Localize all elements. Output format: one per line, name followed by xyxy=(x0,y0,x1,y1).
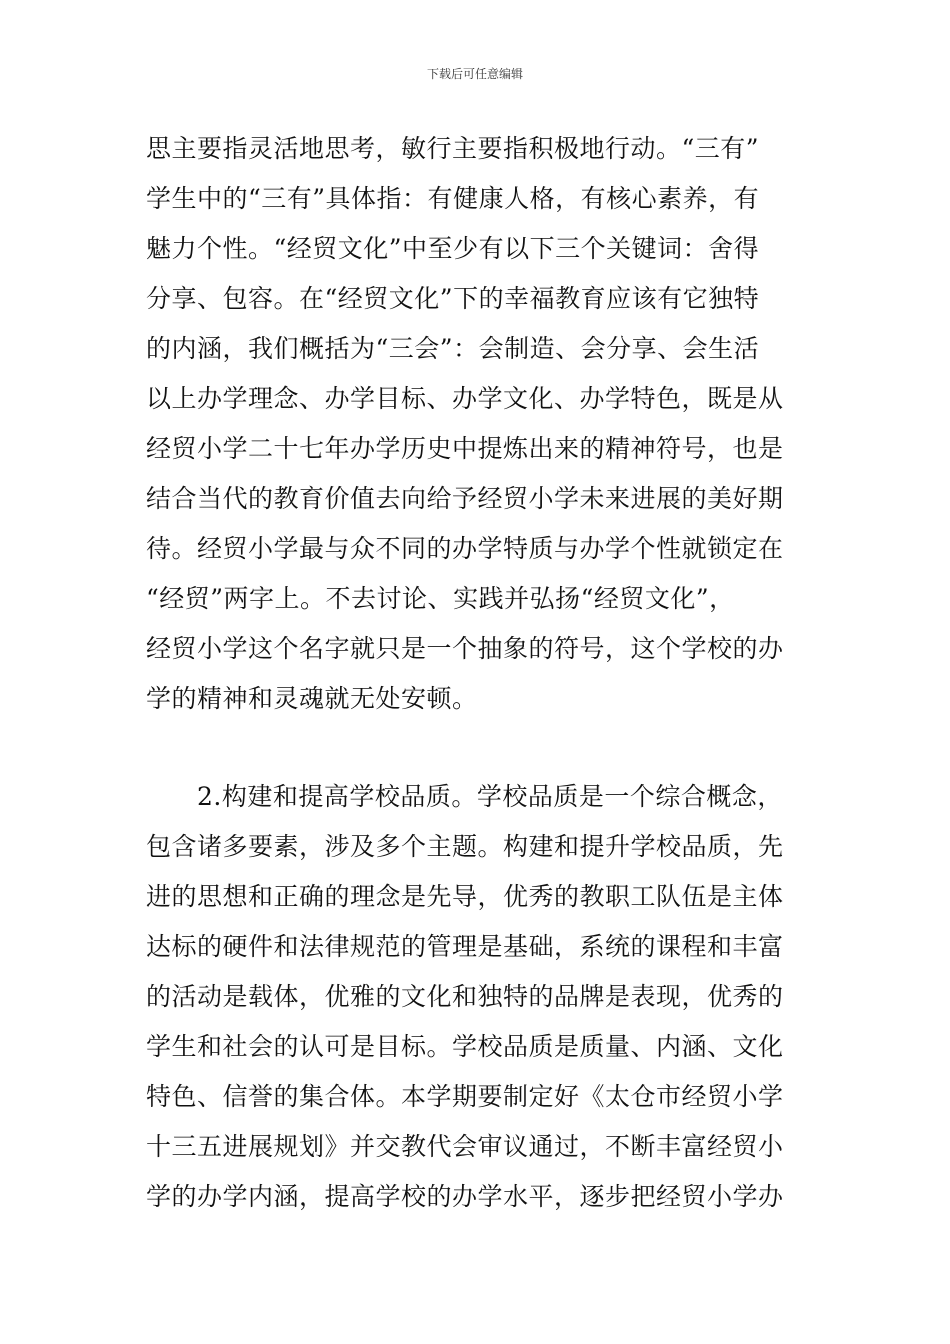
text-line: 待。经贸小学最与众不同的办学特质与办学个性就锁定在 xyxy=(146,534,784,563)
text-line: 分享、包容。在“经贸文化”下的幸福教育应该有它独特 xyxy=(146,284,760,313)
paragraph-2 xyxy=(146,772,826,1222)
text-line: 达标的硬件和法律规范的管理是基础，系统的课程和丰富 xyxy=(146,932,784,961)
text-line: 2.构建和提高学校品质。学校品质是一个综合概念， xyxy=(146,782,783,811)
text-line: “经贸”两字上。不去讨论、实践并弘扬“经贸文化”， xyxy=(146,584,735,613)
text-line: 特色、信誉的集合体。本学期要制定好《太仓市经贸小学 xyxy=(146,1082,784,1111)
paragraph-1 xyxy=(146,124,826,724)
text-line: 结合当代的教育价值去向给予经贸小学未来进展的美好期 xyxy=(146,484,784,513)
text-line: 经贸小学这个名字就只是一个抽象的符号，这个学校的办 xyxy=(146,634,784,663)
text-line: 学的办学内涵，提高学校的办学水平，逐步把经贸小学办 xyxy=(146,1182,784,1211)
text-line: 十三五进展规划》并交教代会审议通过，不断丰富经贸小 xyxy=(146,1132,784,1161)
text-line: 进的思想和正确的理念是先导，优秀的教职工队伍是主体 xyxy=(146,882,784,911)
text-line: 学生中的“三有”具体指：有健康人格，有核心素养，有 xyxy=(146,184,760,213)
text-line: 经贸小学二十七年办学历史中提炼出来的精神符号，也是 xyxy=(146,434,784,463)
text-line: 包含诸多要素，涉及多个主题。构建和提升学校品质，先 xyxy=(146,832,784,861)
text-line: 思主要指灵活地思考，敏行主要指积极地行动。“三有” xyxy=(146,134,760,163)
text-line: 学的精神和灵魂就无处安顿。 xyxy=(146,684,478,713)
text-line: 学生和社会的认可是目标。学校品质是质量、内涵、文化 xyxy=(146,1032,784,1061)
text-line: 魅力个性。“经贸文化”中至少有以下三个关键词：舍得 xyxy=(146,234,760,263)
text-line: 的活动是载体，优雅的文化和独特的品牌是表现，优秀的 xyxy=(146,982,784,1011)
page-header: 下载后可任意编辑 xyxy=(426,67,523,81)
text-line: 的内涵，我们概括为“三会”：会制造、会分享、会生活 xyxy=(146,334,760,363)
text-line: 以上办学理念、办学目标、办学文化、办学特色，既是从 xyxy=(146,384,784,413)
